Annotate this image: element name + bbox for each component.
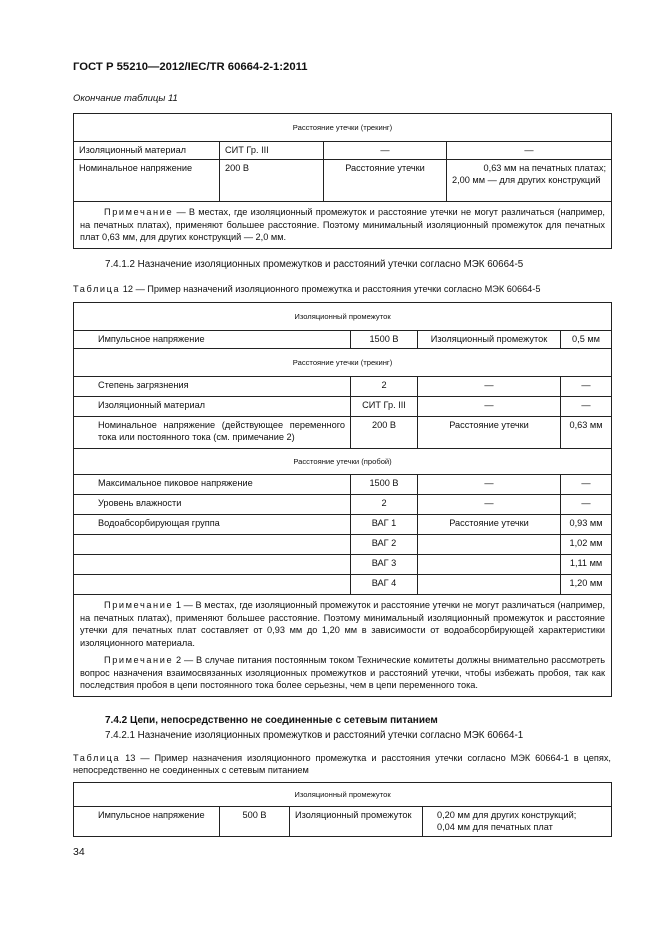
table-cell: — bbox=[418, 397, 561, 417]
table-cell: Изоляционный материал bbox=[74, 397, 351, 417]
table-cell: 200 В bbox=[220, 160, 324, 202]
table-12-heading-breakdown: Расстояние утечки (пробой) bbox=[74, 449, 612, 475]
table-continuation-label: Окончание таблицы 11 bbox=[73, 93, 178, 104]
table-cell: Расстояние утечки bbox=[418, 417, 561, 449]
table-12-heading-tracking: Расстояние утечки (трекинг) bbox=[74, 349, 612, 377]
table-cell: ВАГ 1 bbox=[351, 515, 418, 535]
table-cell-line: 0,04 мм для печатных плат bbox=[437, 822, 553, 832]
table-cell: СИТ Гр. III bbox=[351, 397, 418, 417]
table-11-heading: Расстояние утечки (трекинг) bbox=[74, 114, 612, 142]
table-cell: Изоляционный материал bbox=[74, 142, 220, 160]
table-cell: — bbox=[418, 377, 561, 397]
note-text: 2 — В случае питания постоянным током Технические комитеты должны внимательно рассмотреть вопрос назначения взаимосвязанных изоляционных промежутков и расстояний утечки, чтобы избежать пробоя, так как последствия пробоя в цепи постоянного тока более серьезны, чем в цепи переменного тока. bbox=[80, 655, 606, 690]
page-number: 34 bbox=[73, 846, 85, 858]
table-12 bbox=[73, 302, 612, 697]
table-cell: — bbox=[561, 495, 612, 515]
table-cell: Номинальное напряжение bbox=[74, 160, 220, 202]
note-label: Примечание bbox=[104, 600, 174, 610]
table-cell: ВАГ 2 bbox=[351, 535, 418, 555]
table-cell: ВАГ 3 bbox=[351, 555, 418, 575]
table-cell: — bbox=[561, 397, 612, 417]
table-cell: 1,20 мм bbox=[561, 575, 612, 595]
table-cell: 1500 В bbox=[351, 475, 418, 495]
table-cell: СИТ Гр. III bbox=[220, 142, 324, 160]
table-12-notes bbox=[74, 595, 612, 697]
table-cell: Степень загрязнения bbox=[74, 377, 351, 397]
table-cell: 1500 В bbox=[351, 331, 418, 349]
table-cell bbox=[447, 160, 612, 202]
table-12-caption bbox=[73, 284, 540, 294]
table-cell: 1,02 мм bbox=[561, 535, 612, 555]
table-cell: Номинальное напряжение (действующее переменного тока или постоянного тока (см. примечание 2) bbox=[74, 417, 351, 449]
table-13 bbox=[73, 782, 612, 837]
table-cell bbox=[418, 555, 561, 575]
table-cell: 1,11 мм bbox=[561, 555, 612, 575]
table-cell: Изоляционный промежуток bbox=[418, 331, 561, 349]
table-cell bbox=[74, 535, 351, 555]
table-cell: Импульсное напряжение bbox=[74, 331, 351, 349]
table-cell: 500 В bbox=[220, 807, 290, 837]
section-7-4-1-2-title: 7.4.1.2 Назначение изоляционных промежутков и расстояний утечки согласно МЭК 60664-5 bbox=[105, 259, 524, 270]
table-cell: Расстояние утечки bbox=[324, 160, 447, 202]
table-cell: Изоляционный промежуток bbox=[290, 807, 423, 837]
table-cell bbox=[74, 555, 351, 575]
table-cell: 2 bbox=[351, 377, 418, 397]
table-13-caption bbox=[73, 752, 611, 776]
table-cell: Уровень влажности bbox=[74, 495, 351, 515]
table-cell: 0,93 мм bbox=[561, 515, 612, 535]
table-cell: 0,5 мм bbox=[561, 331, 612, 349]
section-7-4-2-1-title: 7.4.2.1 Назначение изоляционных промежутков и расстояний утечки согласно МЭК 60664-1 bbox=[105, 730, 524, 741]
table-cell: 0,63 мм bbox=[561, 417, 612, 449]
table-cell bbox=[418, 535, 561, 555]
table-11 bbox=[73, 113, 612, 249]
table-cell: Расстояние утечки bbox=[418, 515, 561, 535]
note-label: Примечание bbox=[104, 655, 174, 665]
table-cell-line: 0,20 мм для других конструкций; bbox=[437, 810, 577, 820]
table-cell: — bbox=[418, 475, 561, 495]
table-cell: — bbox=[418, 495, 561, 515]
table-cell bbox=[418, 575, 561, 595]
table-cell: — bbox=[561, 377, 612, 397]
caption-label: Таблица bbox=[73, 753, 121, 763]
table-cell: 200 В bbox=[351, 417, 418, 449]
note-text: — В местах, где изоляционный промежуток и расстояние утечки не могут различаться (например, на печатных платах), применяют большее расстояние. Поэтому минимальный изоляционный промежуток для печатных плат 0,63 мм, для других конструкций — 2,0 мм. bbox=[80, 207, 605, 242]
caption-text: 12 — Пример назначений изоляционного промежутка и расстояния утечки согласно МЭК 60664-5 bbox=[122, 284, 541, 294]
table-cell-line: 0,63 мм на печатных платах; bbox=[483, 163, 606, 173]
table-cell: — bbox=[561, 475, 612, 495]
table-13-heading: Изоляционный промежуток bbox=[74, 783, 612, 807]
table-12-heading-clearance: Изоляционный промежуток bbox=[74, 303, 612, 331]
table-cell: — bbox=[447, 142, 612, 160]
section-7-4-2-title: 7.4.2 Цепи, непосредственно не соединенные с сетевым питанием bbox=[105, 715, 438, 726]
table-cell bbox=[74, 575, 351, 595]
caption-label: Таблица bbox=[73, 284, 121, 294]
table-cell bbox=[423, 807, 612, 837]
table-cell: 2 bbox=[351, 495, 418, 515]
note-text: 1 — В местах, где изоляционный промежуток и расстояние утечки не могут различаться (например, на печатных платах), применяют большее расстояние. Поэтому минимальный изоляционный промежуток и расстояние утечки для печатных плат составляет от 0,93 мм до 1,20 мм в зависимости от водоабсорбирующей характеристики изоляционного материала. bbox=[80, 600, 606, 648]
caption-text: 13 — Пример назначения изоляционного промежутка и расстояния утечки согласно МЭК 60664-1 в цепях, непосредственно не соединенных с сетевым питанием bbox=[73, 753, 611, 775]
table-cell: Водоабсорбирующая группа bbox=[74, 515, 351, 535]
table-cell: Импульсное напряжение bbox=[74, 807, 220, 837]
document-header: ГОСТ Р 55210—2012/IEC/TR 60664-2-1:2011 bbox=[73, 61, 308, 73]
note-label: Примечание bbox=[104, 207, 174, 217]
table-cell-line: 2,00 мм — для других конструкций bbox=[452, 175, 601, 185]
table-cell: Максимальное пиковое напряжение bbox=[74, 475, 351, 495]
table-11-note bbox=[74, 202, 612, 249]
table-cell: ВАГ 4 bbox=[351, 575, 418, 595]
table-cell: — bbox=[324, 142, 447, 160]
